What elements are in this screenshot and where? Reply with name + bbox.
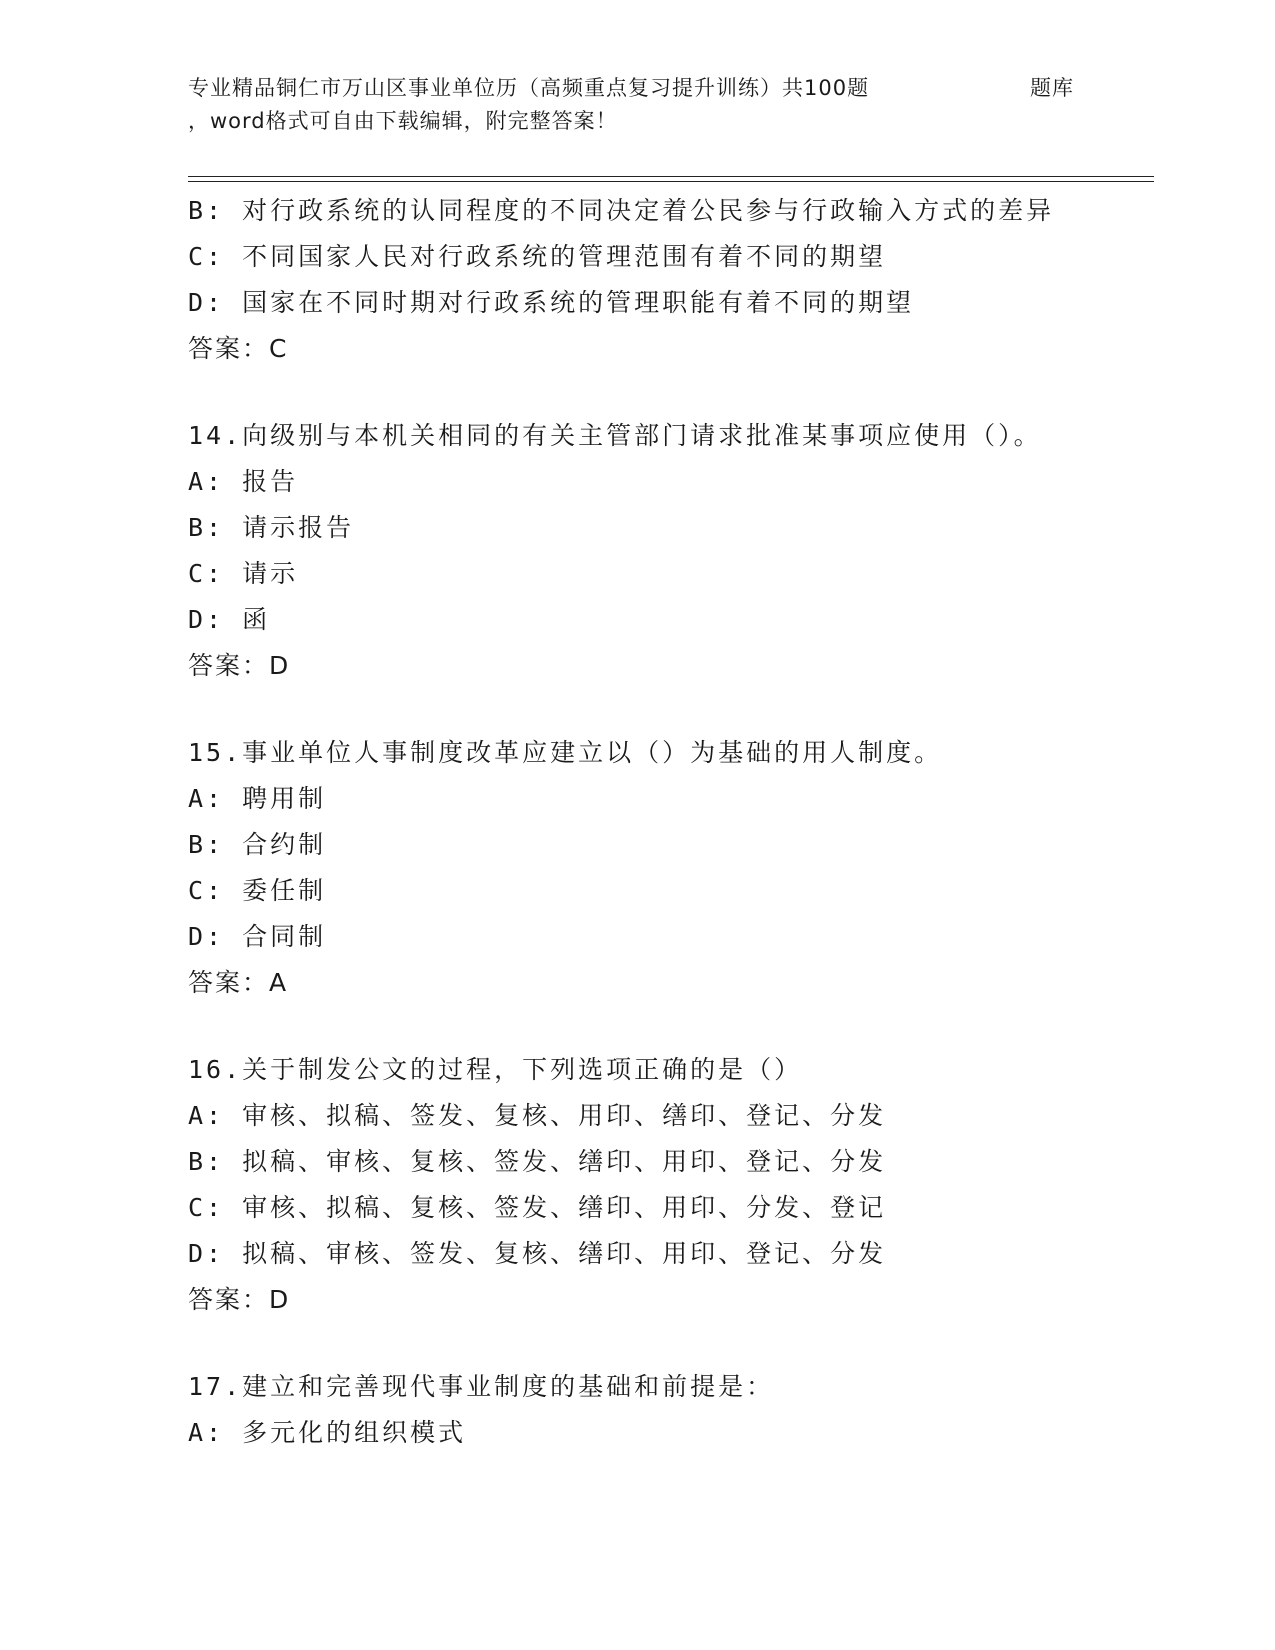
option-d: D: 国家在不同时期对行政系统的管理职能有着不同的期望 [188,288,915,317]
header-divider [188,176,1154,177]
question-stem: 15.事业单位人事制度改革应建立以（）为基础的用人制度。 [188,738,943,767]
answer: 答案：D [188,1285,291,1314]
option-c: C: 不同国家人民对行政系统的管理范围有着不同的期望 [188,242,887,271]
question-block-17 [188,1364,1188,1456]
question-block-16 [188,1047,1188,1323]
option-c: C: 审核、拟稿、复核、签发、缮印、用印、分发、登记 [188,1193,887,1222]
header-title: 专业精品铜仁市万山区事业单位历（高频重点复习提升训练）共100题 [188,76,870,100]
document-header [188,72,1088,138]
option-d: D: 拟稿、审核、签发、复核、缮印、用印、登记、分发 [188,1239,887,1268]
answer: 答案：A [188,968,289,997]
option-b: B: 拟稿、审核、复核、签发、缮印、用印、登记、分发 [188,1147,887,1176]
question-stem: 17.建立和完善现代事业制度的基础和前提是： [188,1372,775,1401]
option-a: A: 审核、拟稿、签发、复核、用印、缮印、登记、分发 [188,1101,887,1130]
option-c: C: 请示 [188,559,299,588]
header-divider [188,181,1154,182]
question-block-14 [188,413,1188,689]
option-a: A: 报告 [188,467,299,496]
question-list [188,188,1188,1456]
option-d: D: 函 [188,605,271,634]
option-b: B: 对行政系统的认同程度的不同决定着公民参与行政输入方式的差异 [188,196,1055,225]
answer: 答案：C [188,334,289,363]
option-c: C: 委任制 [188,876,327,905]
header-subtitle: ，word格式可自由下载编辑，附完整答案！ [188,109,618,133]
question-block-13 [188,188,1188,372]
option-b: B: 合约制 [188,830,327,859]
option-a: A: 多元化的组织模式 [188,1418,467,1447]
option-b: B: 请示报告 [188,513,355,542]
question-block-15 [188,730,1188,1006]
question-stem: 16.关于制发公文的过程，下列选项正确的是（） [188,1055,803,1084]
option-d: D: 合同制 [188,922,327,951]
option-a: A: 聘用制 [188,784,327,813]
answer: 答案：D [188,651,291,680]
header-tag: 题库 [1030,76,1074,100]
question-stem: 14.向级别与本机关相同的有关主管部门请求批准某事项应使用（）。 [188,421,1042,450]
